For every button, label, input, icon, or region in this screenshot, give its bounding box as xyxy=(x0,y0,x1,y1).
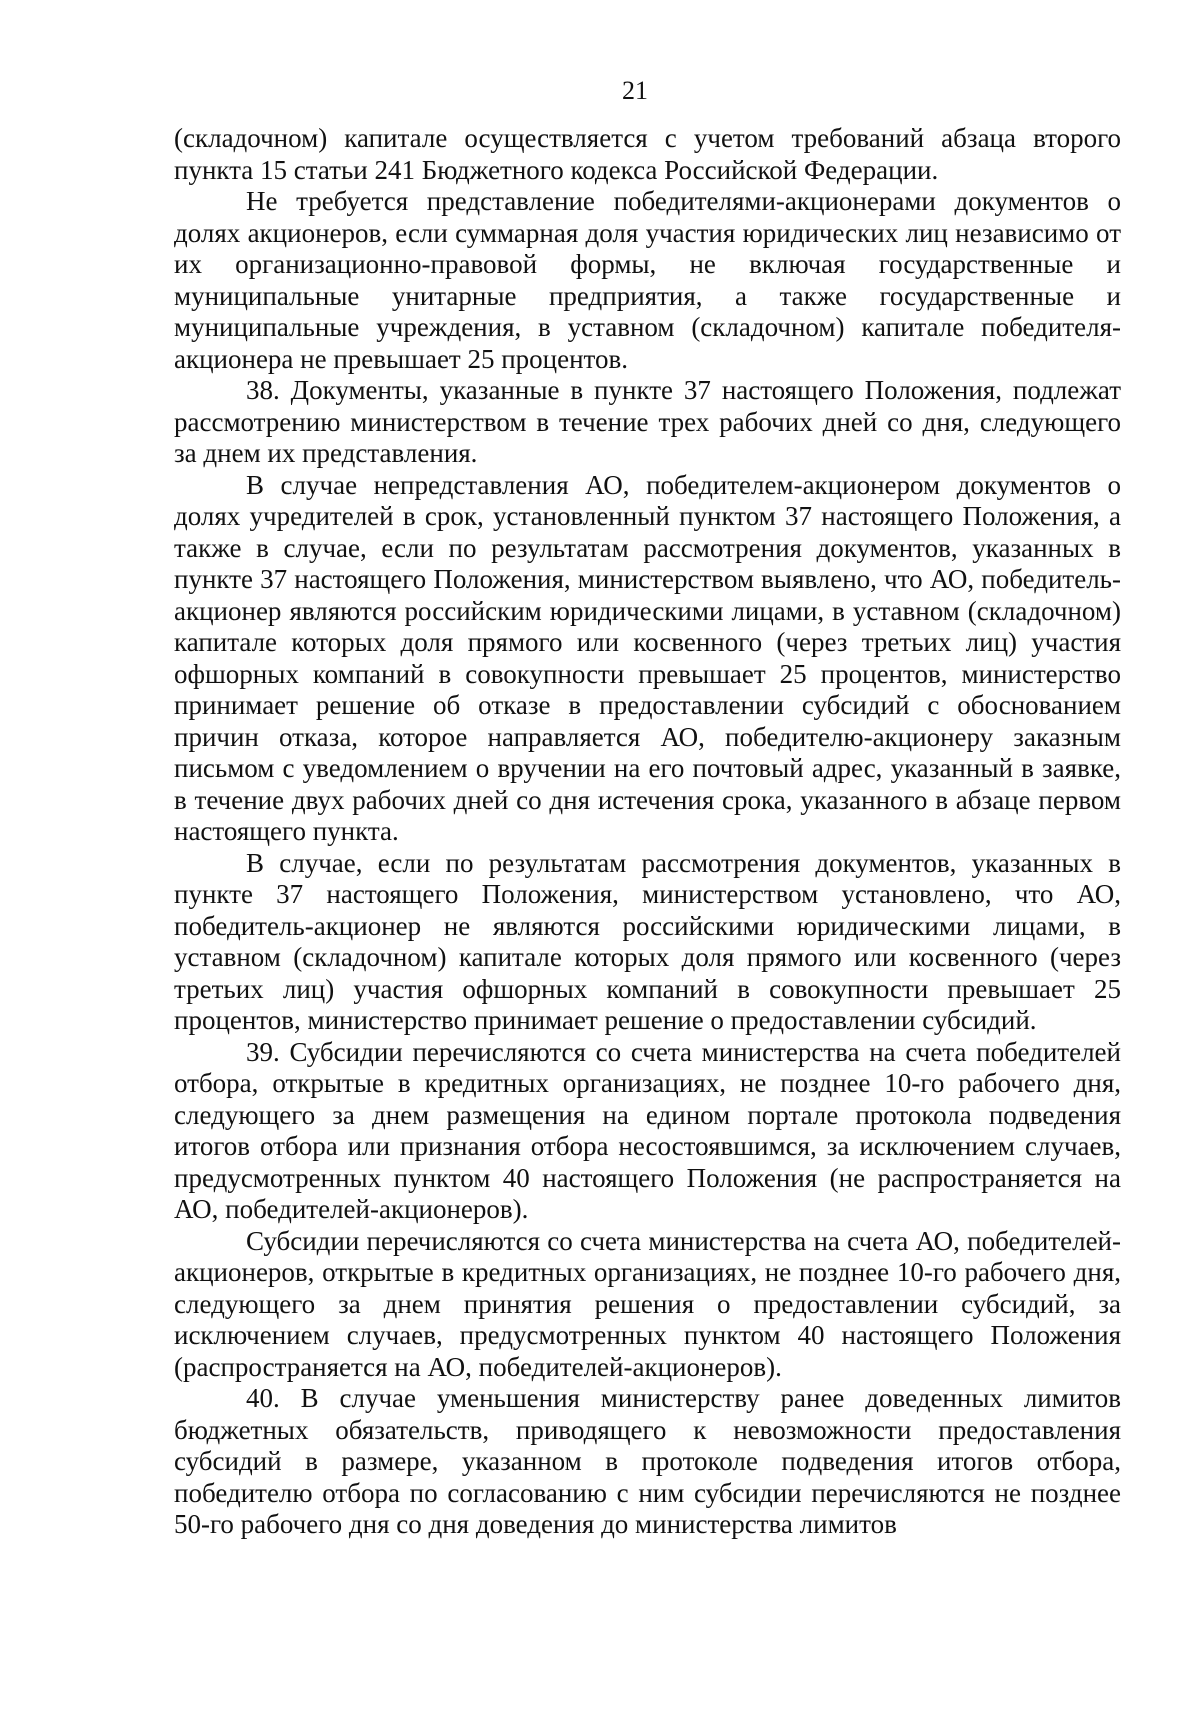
paragraph-shareholder-documents: Не требуется представление победителями-акционерами документов о долях акционеров, если суммарная доля участия юридических лиц независимо от их организационно-правовой формы, не включая государственные и муниципальные унитарные предприятия, а также государственные и муниципальные учреждения, в уставном (складочном) капитале победителя-акционера не превышает 25 процентов. xyxy=(174,186,1121,374)
paragraph-item-39: 39. Субсидии перечисляются со счета министерства на счета победителей отбора, открытые в кредитных организациях, не позднее 10-го рабочего дня, следующего за днем размещения на едином портале протокола подведения итогов отбора или признания отбора несостоявшимся, за исключением случаев, предусмотренных пунктом 40 настоящего Положения (не распространяется на АО, победителей-акционеров). xyxy=(174,1036,1121,1224)
page-number: 21 xyxy=(622,76,648,105)
paragraph-item-40: 40. В случае уменьшения министерству ранее доведенных лимитов бюджетных обязательств, приводящего к невозможности предоставления субсидий в размере, указанном в протоколе подведения итогов отбора, победителю отбора по согласованию с ним субсидии перечисляются не позднее 50-го рабочего дня со дня доведения до министерства лимитов xyxy=(174,1383,1121,1539)
document-body xyxy=(174,123,1121,1541)
paragraph-item-38: 38. Документы, указанные в пункте 37 настоящего Положения, подлежат рассмотрению министерством в течение трех рабочих дней со дня, следующего за днем их представления. xyxy=(174,375,1121,468)
paragraph-refusal-decision: В случае непредставления АО, победителем-акционером документов о долях учредителей в срок, установленный пунктом 37 настоящего Положения, а также в случае, если по результатам рассмотрения документов, указанных в пункте 37 настоящего Положения, министерством выявлено, что АО, победитель-акционер являются российским юридическими лицами, в уставном (складочном) капитале которых доля прямого или косвенного (через третьих лиц) участия офшорных компаний в совокупности превышает 25 процентов, министерство принимает решение об отказе в предоставлении субсидий с обоснованием причин отказа, которое направляется АО, победителю-акционеру заказным письмом с уведомлением о вручении на его почтовый адрес, указанный в заявке, в течение двух рабочих дней со дня истечения срока, указанного в абзаце первом настоящего пункта. xyxy=(174,469,1121,846)
paragraph-transfer-ao: Субсидии перечисляются со счета министерства на счета АО, победителей-акционеров, открытые в кредитных организациях, не позднее 10-го рабочего дня, следующего за днем принятия решения о предоставлении субсидий, за исключением случаев, предусмотренных пунктом 40 настоящего Положения (распространяется на АО, победителей-акционеров). xyxy=(174,1225,1121,1382)
paragraph-continuation: (складочном) капитале осуществляется с учетом требований абзаца второго пункта 15 статьи 241 Бюджетного кодекса Российской Федерации. xyxy=(174,123,1121,185)
paragraph-grant-decision: В случае, если по результатам рассмотрения документов, указанных в пункте 37 настоящего Положения, министерством установлено, что АО, победитель-акционер не являются российскими юридическими лицами, в уставном (складочном) капитале которых доля прямого или косвенного (через третьих лиц) участия офшорных компаний в совокупности превышает 25 процентов, министерство принимает решение о предоставлении субсидий. xyxy=(174,847,1121,1035)
